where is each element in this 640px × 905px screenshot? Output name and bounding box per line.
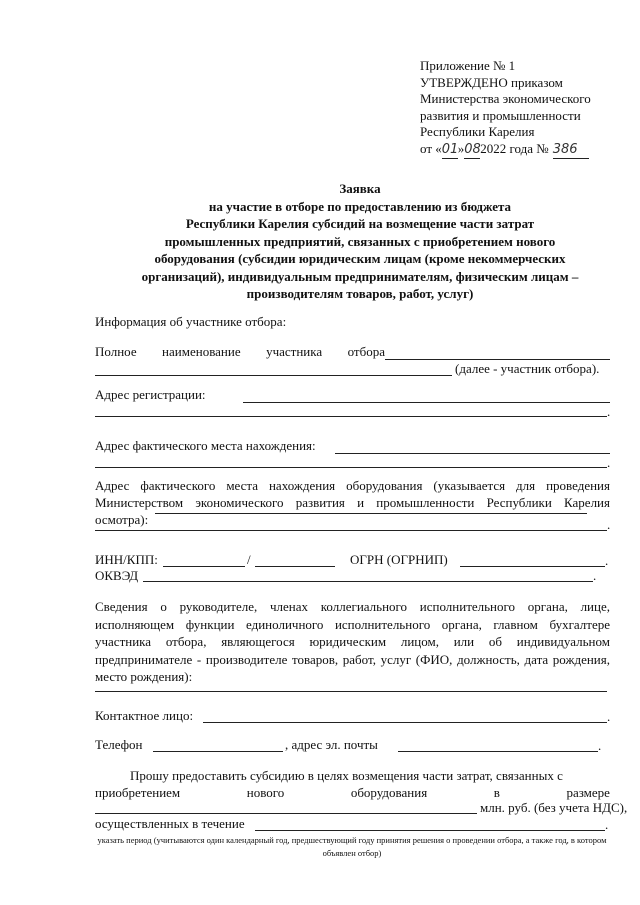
contact-label: Контактное лицо: [95,708,194,723]
handwritten-month: 08 [464,142,480,160]
title-line: организаций), индивидуальным предпринимателям, физическим лицам – [141,268,579,284]
email-label: , адрес эл. почты [285,737,378,752]
full-name-label: Полное наименование участника отбора [95,344,385,359]
title-line: на участие в отборе по предоставлению из бюджета [208,198,512,214]
approval-line: Министерства экономического [420,91,591,106]
period-label: осуществленных в течение [95,816,245,831]
actual-address-field-line1[interactable] [335,453,610,454]
date-year: 2022 года № [480,140,549,156]
email-field[interactable] [398,751,598,752]
okved-field[interactable] [143,581,593,582]
title-block [110,180,610,303]
title-line: производителям товаров, работ, услуг) [246,286,474,301]
kpp-field[interactable] [255,566,335,567]
handwritten-day: 01 [442,142,458,160]
handwritten-number: 386 [553,142,589,160]
period-mark: . [607,517,611,532]
amount-field[interactable] [95,813,477,814]
title-line: Республики Карелия субсидий на возмещение части затрат [185,216,535,231]
full-name-suffix: (далее - участник отбора). [455,361,600,376]
request-line2 [95,785,610,801]
ogrn-label: ОГРН (ОГРНИП) [350,552,448,567]
contact-field[interactable] [203,722,607,723]
actual-address-label: Адрес фактического места нахождения: [95,438,316,453]
request-word: размере [566,785,610,800]
approval-line: развития и промышленности [420,107,581,123]
info-label: Информация об участнике отбора: [95,314,287,329]
period-mark: . [607,455,611,470]
period-field[interactable] [255,830,605,831]
phone-field[interactable] [153,751,283,752]
request-word: приобретением [95,785,181,800]
approval-date-line [420,141,630,160]
approval-line: Приложение № 1 [420,58,516,73]
period-mark: . [593,568,597,583]
full-name-field-line1[interactable] [385,359,610,360]
title-heading: Заявка [339,181,381,196]
reg-address-label: Адрес регистрации: [95,387,206,402]
amount-suffix: млн. руб. (без учета НДС), [480,800,628,815]
equipment-address-field-line1[interactable] [155,513,587,514]
equipment-address-field-line2[interactable] [95,530,607,531]
request-word: нового [246,785,285,800]
period-mark: . [607,709,611,724]
period-mark: . [605,553,609,568]
period-mark: . [605,817,609,832]
approval-line: УТВЕРЖДЕНО приказом [420,74,563,90]
period-mark: . [607,404,611,419]
period-mark: . [598,738,602,753]
okved-label: ОКВЭД [95,568,139,583]
request-word: оборудования [350,785,428,800]
request-line1: Прошу предоставить субсидию в целях возмещения части затрат, связанных с [130,768,563,783]
title-line: промышленных предприятий, связанных с приобретением нового [164,233,556,249]
approval-block [420,58,630,159]
manager-info-label: Сведения о руководителе, членах коллегиального исполнительного органа, лице, исполняющем функции единоличного исполнительного органа, главном бухгалтере участника отбора, являющегося юридическим лицом, или об индивидуальном предпринимателе - производителе товаров, работ, услуг (ФИО, должность, дата рождения, место рождения): [95,599,610,684]
ogrn-field[interactable] [460,566,605,567]
reg-address-field-line1[interactable] [243,402,610,403]
full-name-field-line2[interactable] [95,375,452,376]
equipment-address-label: Адрес фактического места нахождения оборудования (указывается для проведения Министерством экономического развития и промышленности Республики Карелия осмотра): [95,478,610,527]
phone-label: Телефон [95,737,143,752]
approval-line: Республики Карелия [420,124,535,139]
inn-field[interactable] [163,566,245,567]
inn-label: ИНН/КПП: [95,552,158,567]
slash: / [247,552,251,567]
request-word: в [493,785,500,800]
period-note: указать период (учитываются один календарный год, предшествующий году принятия решения о проведении отбора, а также год, в котором объявлен отбор) [97,835,607,858]
reg-address-field-line2[interactable] [95,416,607,417]
date-prefix: от « [420,140,442,156]
actual-address-field-line2[interactable] [95,467,607,468]
manager-info-field-line[interactable] [95,691,607,692]
title-line: оборудования (субсидии юридическим лицам (кроме некоммерческих [154,251,566,266]
date-mid: » [457,140,465,156]
